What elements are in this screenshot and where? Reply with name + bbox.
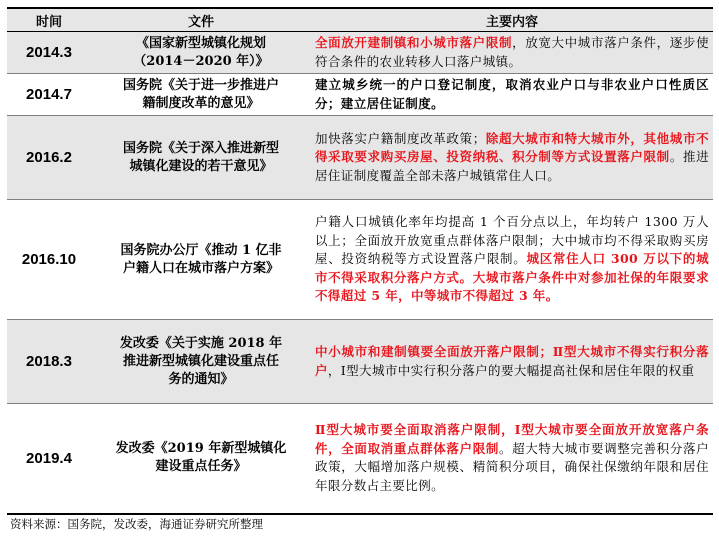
row-document: [91, 32, 311, 74]
row-time: 2016.10: [7, 200, 91, 320]
row-time: 2014.3: [7, 32, 91, 74]
document-line: （2014－2020 年）》: [133, 53, 269, 69]
row-document: [91, 74, 311, 116]
header-time: 时间: [7, 8, 91, 32]
document-line: 务的通知》: [168, 371, 234, 387]
table-body: [7, 32, 713, 514]
highlight-text: 城区常住人口 300 万以下的城市不得采取积分落户方式。大城市落户条件中对参加社保的年限要求不得超过 5 年，中等城市不得超过 3 年。: [315, 251, 709, 304]
content-text: 。推进居住证制度覆盖全部未落户城镇常住人口。: [315, 149, 709, 183]
header-doc: 文件: [91, 8, 311, 32]
row-time: 2019.4: [7, 404, 91, 514]
highlight-text: 中小城市和建制镇要全面放开落户限制；Ⅱ型大城市不得实行积分落户: [315, 344, 709, 378]
document-line: 发改委《关于实施 2018 年: [119, 335, 283, 351]
content-text: 建立城乡统一的户口登记制度，取消农业户口与非农业户口性质区分；建立居住证制度。: [315, 77, 709, 111]
row-document: [91, 116, 311, 200]
table-row: [7, 200, 713, 320]
row-content: [311, 74, 713, 116]
header-content: 主要内容: [311, 8, 713, 32]
document-line: 建设重点任务》: [155, 459, 247, 475]
document-line: 国务院办公厅《推动 1 亿非: [120, 242, 282, 258]
table-row: [7, 404, 713, 514]
content-text: ，放宽大中城市落户条件，逐步使符合条件的农业转移人口落户城镇。: [315, 35, 709, 69]
document-line: 国务院《关于进一步推进户: [122, 77, 279, 93]
table-row: [7, 116, 713, 200]
document-line: 《国家新型城镇化规划: [135, 35, 266, 51]
content-text: 加快落实户籍制度改革政策；: [315, 130, 486, 146]
content-text: 。超大特大城市要调整完善积分落户政策，大幅增加落户规模、精简积分项目，确保社保缴纳年限和居住年限分数占主要比例。: [315, 440, 709, 493]
highlight-text: Ⅱ型大城市要全面取消落户限制，Ⅰ型大城市要全面放开放宽落户条件，全面取消重点群体落户限制: [315, 422, 709, 456]
row-time: 2014.7: [7, 74, 91, 116]
row-content: [311, 200, 713, 320]
row-document: [91, 320, 311, 404]
document-line: 籍制度改革的意见》: [142, 95, 260, 111]
document-line: 发改委《2019 年新型城镇化: [115, 441, 287, 457]
row-content: [311, 404, 713, 514]
table-header-row: [7, 8, 713, 32]
content-text: ，Ⅰ型大城市中实行积分落户的要大幅提高社保和居住年限的权重: [327, 362, 695, 378]
content-text: 户籍人口城镇化率年均提高 1 个百分点以上，年均转户 1300 万人以上；全面放开放宽重点群体落户限制；大中城市均不得采取购买房屋、投资纳税等方式设置落户限制。: [315, 214, 709, 267]
row-document: [91, 404, 311, 514]
document-line: 城镇化建设的若干意见》: [129, 158, 273, 174]
policy-table: [7, 7, 713, 515]
row-content: [311, 32, 713, 74]
highlight-text: 全面放开建制镇和小城市落户限制: [315, 35, 513, 51]
row-content: [311, 116, 713, 200]
source-note: 资料来源：国务院，发改委，海通证券研究所整理: [10, 517, 263, 531]
row-document: [91, 200, 311, 320]
document-line: 户籍人口在城市落户方案》: [122, 260, 279, 276]
document-line: 推进新型城镇化建设重点任: [122, 353, 279, 369]
document-line: 国务院《关于深入推进新型: [122, 140, 279, 156]
row-time: 2016.2: [7, 116, 91, 200]
highlight-text: 除超大城市和特大城市外，其他城市不得采取要求购买房屋、投资纳税、积分制等方式设置落户限制: [315, 130, 709, 165]
row-content: [311, 320, 713, 404]
table-row: [7, 74, 713, 116]
table-row: [7, 32, 713, 74]
row-time: 2018.3: [7, 320, 91, 404]
table-row: [7, 320, 713, 404]
